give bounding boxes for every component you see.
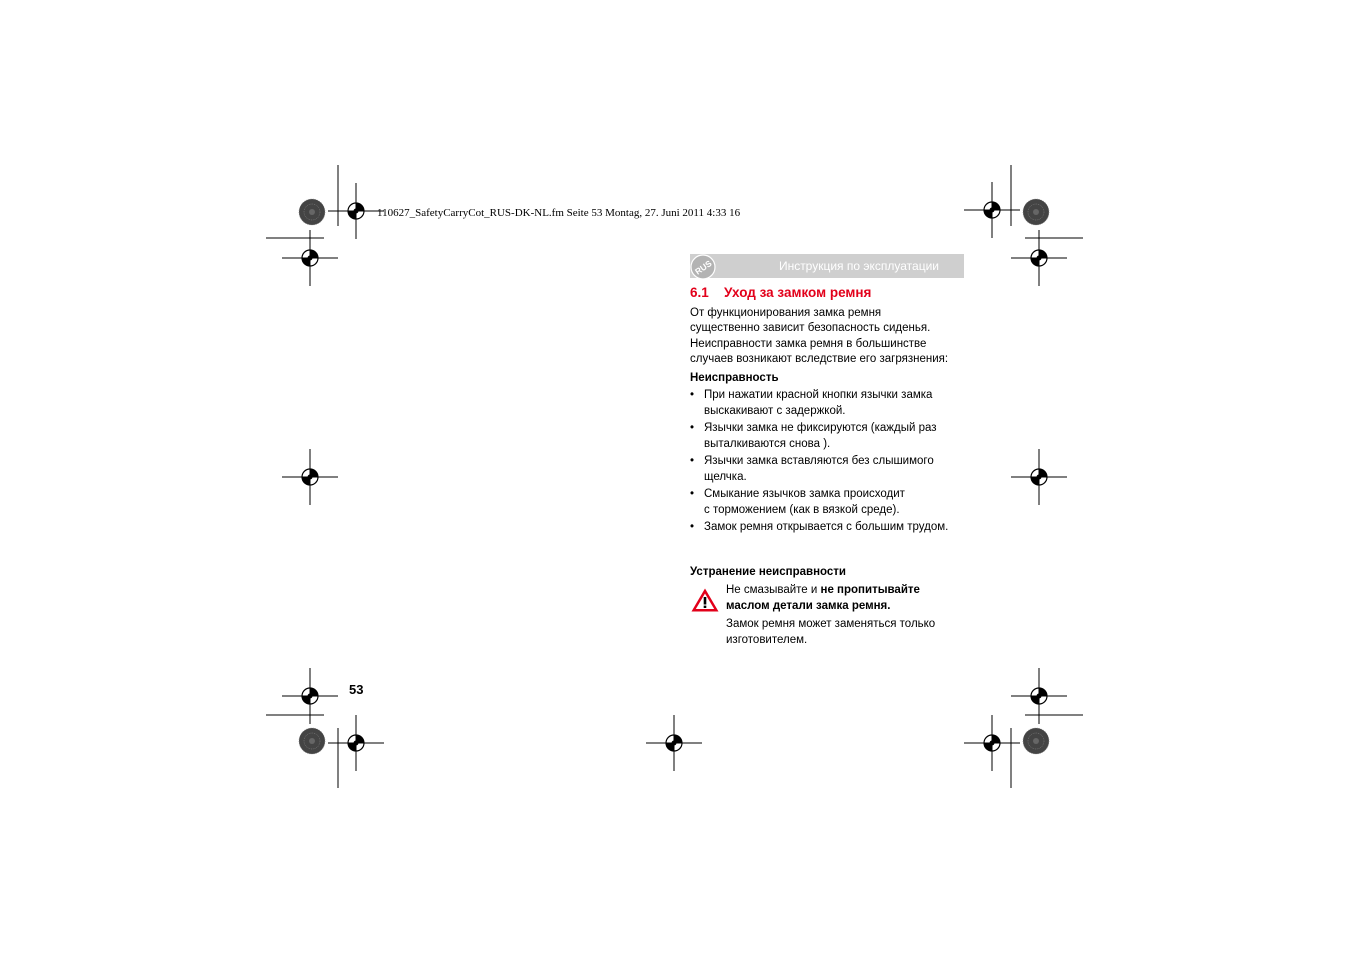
star-target-bottom-left [299,728,325,754]
warning-text [726,583,966,651]
list-item-line: выскакивают с задержкой. [704,404,846,417]
intro-paragraph [690,306,970,368]
section-title [690,285,970,301]
registration-mark [964,715,1020,771]
list-item-line: Смыкание язычков замка происходит [704,488,905,500]
crop-mark-top-left [266,165,338,238]
registration-mark [646,715,702,771]
warning-normal: Не смазывайте и [726,584,821,596]
star-target-top-left [299,199,325,225]
note-line: изготовителем. [726,633,808,646]
intro-line: Неисправности замка ремня в большинстве [690,337,927,350]
list-item-line: выталкиваются снова ). [704,437,831,450]
list-item [690,487,970,518]
crop-mark-bottom-right [1011,715,1083,788]
warning-paragraph [726,583,966,614]
section-title-text: Уход за замком ремня [724,285,872,300]
header-title: Инструкция по эксплуатации [778,259,939,273]
file-header: 110627_SafetyCarryCot_RUS-DK-NL.fm Seite 53 Montag, 27. Juni 2011 4:33 16 [377,207,741,219]
registration-mark [282,668,338,724]
list-item [690,421,970,452]
warning-bold: маслом детали замка ремня. [726,599,891,612]
fix-heading: Устранение неисправности [690,566,846,578]
registration-mark [1011,668,1067,724]
list-item-line: Язычки замка не фиксируются (каждый раз [704,422,937,434]
registration-mark [1011,449,1067,505]
note-paragraph [726,617,966,648]
list-item-line: щелчка. [704,470,747,483]
crop-mark-bottom-left [266,715,338,788]
registration-mark [964,182,1020,238]
faults-list [690,388,970,536]
list-item-line: При нажатии красной кнопки язычки замка [704,389,933,401]
warning-triangle-icon [690,587,720,613]
page-number: 53 [349,682,364,697]
intro-line: случаев возникают вследствие его загрязнения: [690,353,949,365]
list-item-line: Замок ремня открывается с большим трудом. [704,521,949,533]
rus-badge-text: RUS [693,258,714,277]
registration-mark [328,715,384,771]
header-bar [690,254,964,278]
note-line: Замок ремня может заменяться только [726,618,936,630]
list-item [690,388,970,419]
list-item-line: Язычки замка вставляются без слышимого [704,455,934,467]
crop-mark-top-right [1011,165,1083,238]
intro-line: существенно зависит безопасность сиденья. [690,322,931,334]
faults-heading: Неисправность [690,371,779,384]
list-item-line: с торможением (как в вязкой среде). [704,503,900,516]
list-item [690,454,970,485]
list-item [690,520,970,536]
registration-mark [282,449,338,505]
star-target-top-right [1023,199,1049,225]
star-target-bottom-right [1023,728,1049,754]
rus-language-badge [690,254,716,280]
main-content [690,285,970,538]
warning-bold: не пропитывайте [820,584,920,596]
intro-line: От функционирования замка ремня [690,306,882,319]
registration-mark [328,183,384,239]
section-number: 6.1 [690,285,709,300]
